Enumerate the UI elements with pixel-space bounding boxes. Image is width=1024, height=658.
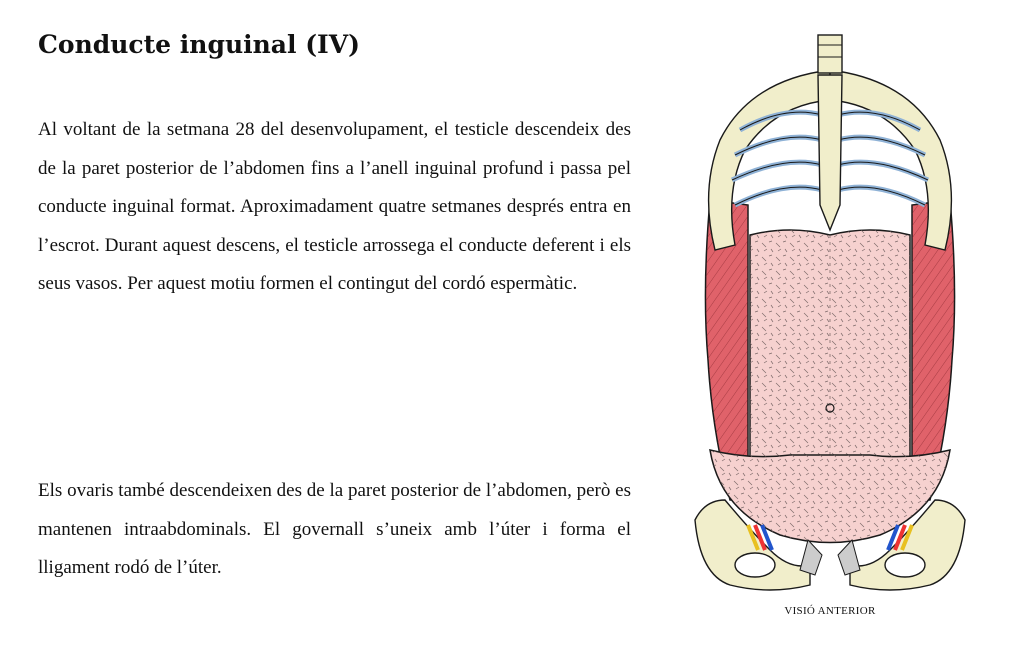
vertebra-top [818, 35, 842, 73]
right-inguinal-ring [838, 540, 860, 575]
paragraph-descent-testis: Al voltant de la setmana 28 del desenvolupament, el testicle descendeix des de la paret posterior de l’abdomen fins a l’anell inguinal profund i passa pel conducte inguinal format. Aproximadament quatre setmanes després entra en l’escrot. Durant aquest descens, el testicle arrossega el conducte deferent i els seus vasos. Per aquest motiu formen el contingut del cordó espermàtic. [38, 119, 631, 294]
anatomical-illustration [690, 30, 970, 595]
figure-caption: VISIÓ ANTERIOR [784, 605, 876, 617]
sternum [818, 75, 842, 230]
left-inguinal-ring [800, 540, 822, 575]
abdominal-wall-figure [690, 30, 970, 595]
page-title: Conducte inguinal (IV) [38, 30, 360, 59]
paragraph-ovaries: Els ovaris també descendeixen des de la paret posterior de l’abdomen, però es mantenen intraabdominals. El governall s’uneix amb l’úter i forma el lligament rodó de l’úter. [38, 480, 631, 578]
